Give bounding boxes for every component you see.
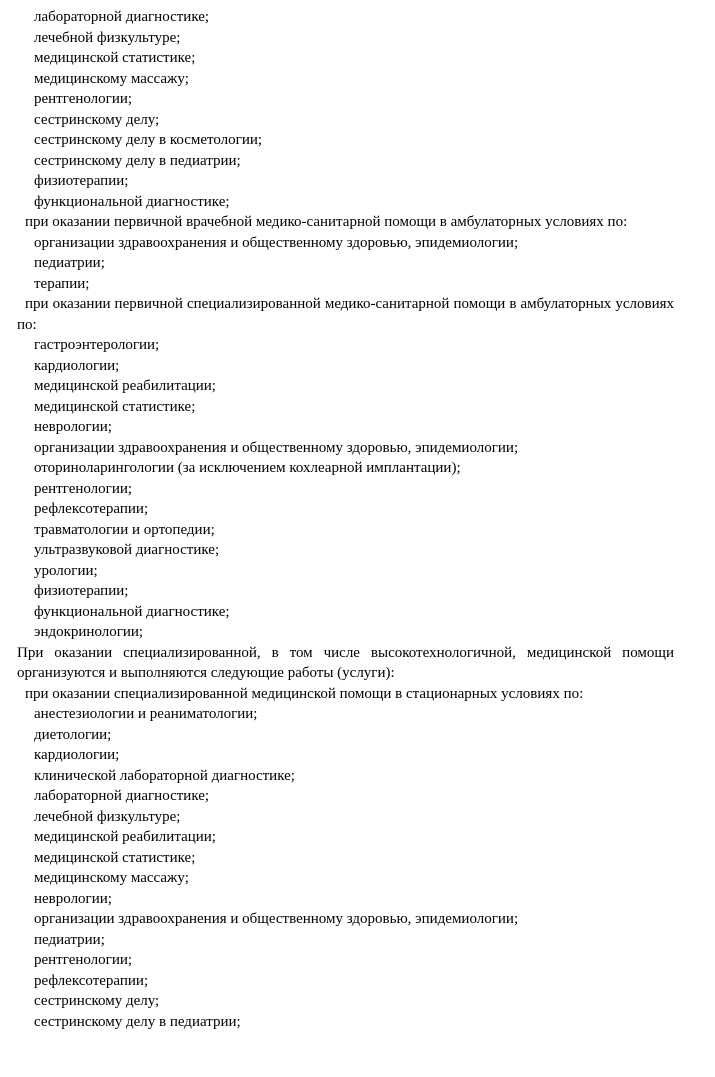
section3-heading: при оказании первичной специализированной медико-санитарной помощи в амбулаторных условиях по: bbox=[17, 296, 674, 333]
list-item: рефлексотерапии; bbox=[34, 501, 149, 517]
section4-paragraph: При оказании специализированной, в том числе высокотехнологичной, медицинской помощи организуются и выполняются следующие работы (услуги): bbox=[17, 644, 674, 681]
list-item: педиатрии; bbox=[34, 255, 105, 271]
list-item: медицинской статистике; bbox=[34, 849, 196, 866]
list-item: функциональной диагностике; bbox=[34, 193, 230, 210]
list-item: лечебной физкультуре; bbox=[34, 808, 181, 825]
list-item: урологии; bbox=[34, 562, 98, 579]
section2-heading: при оказании первичной врачебной медико-санитарной помощи в амбулаторных условиях по: bbox=[25, 214, 628, 230]
list-item: травматологии и ортопедии; bbox=[34, 521, 215, 538]
list-item: сестринскому делу в педиатрии; bbox=[34, 152, 241, 169]
section1-list bbox=[17, 7, 674, 212]
list-item: физиотерапии; bbox=[34, 173, 129, 189]
section4-heading: при оказании специализированной медицинской помощи в стационарных условиях по: bbox=[25, 685, 584, 702]
list-item: лабораторной диагностике; bbox=[34, 9, 210, 25]
list-item: рефлексотерапии; bbox=[34, 972, 149, 989]
list-item: терапии; bbox=[34, 275, 90, 292]
section2-list bbox=[17, 233, 674, 295]
list-item: медицинской реабилитации; bbox=[34, 829, 216, 845]
list-item: сестринскому делу в педиатрии; bbox=[34, 1013, 241, 1030]
section3-list bbox=[17, 335, 674, 643]
list-item: организации здравоохранения и общественному здоровью, эпидемиологии; bbox=[34, 234, 519, 251]
list-item: медицинскому массажу; bbox=[34, 70, 189, 87]
list-item: лечебной физкультуре; bbox=[34, 29, 181, 46]
list-item: неврологии; bbox=[34, 890, 112, 907]
list-item: кардиологии; bbox=[34, 747, 120, 763]
list-item: организации здравоохранения и общественному здоровью, эпидемиологии; bbox=[34, 911, 519, 927]
list-item: медицинской реабилитации; bbox=[34, 378, 216, 394]
list-item: рентгенологии; bbox=[34, 91, 133, 107]
list-item: клинической лабораторной диагностике; bbox=[34, 767, 295, 784]
list-item: организации здравоохранения и общественному здоровью, эпидемиологии; bbox=[34, 439, 519, 456]
list-item: кардиологии; bbox=[34, 357, 120, 374]
list-item: медицинской статистике; bbox=[34, 50, 196, 66]
list-item: сестринскому делу; bbox=[34, 993, 160, 1009]
list-item: анестезиологии и реаниматологии; bbox=[34, 706, 258, 722]
list-item: сестринскому делу; bbox=[34, 111, 160, 128]
document-page bbox=[17, 7, 674, 1032]
list-item: диетологии; bbox=[34, 726, 112, 743]
list-item: медицинскому массажу; bbox=[34, 870, 189, 886]
section4-list bbox=[17, 704, 674, 1032]
list-item: гастроэнтерологии; bbox=[34, 337, 160, 353]
list-item: рентгенологии; bbox=[34, 952, 133, 968]
list-item: сестринскому делу в косметологии; bbox=[34, 132, 263, 148]
list-item: ультразвуковой диагностике; bbox=[34, 542, 220, 558]
list-item: эндокринологии; bbox=[34, 624, 144, 640]
list-item: физиотерапии; bbox=[34, 583, 129, 599]
list-item: рентгенологии; bbox=[34, 480, 133, 497]
list-item: лабораторной диагностике; bbox=[34, 788, 210, 804]
list-item: оториноларингологии (за исключением кохлеарной имплантации); bbox=[34, 460, 461, 476]
list-item: функциональной диагностике; bbox=[34, 603, 230, 620]
list-item: медицинской статистике; bbox=[34, 398, 196, 415]
list-item: педиатрии; bbox=[34, 931, 105, 948]
list-item: неврологии; bbox=[34, 419, 112, 435]
